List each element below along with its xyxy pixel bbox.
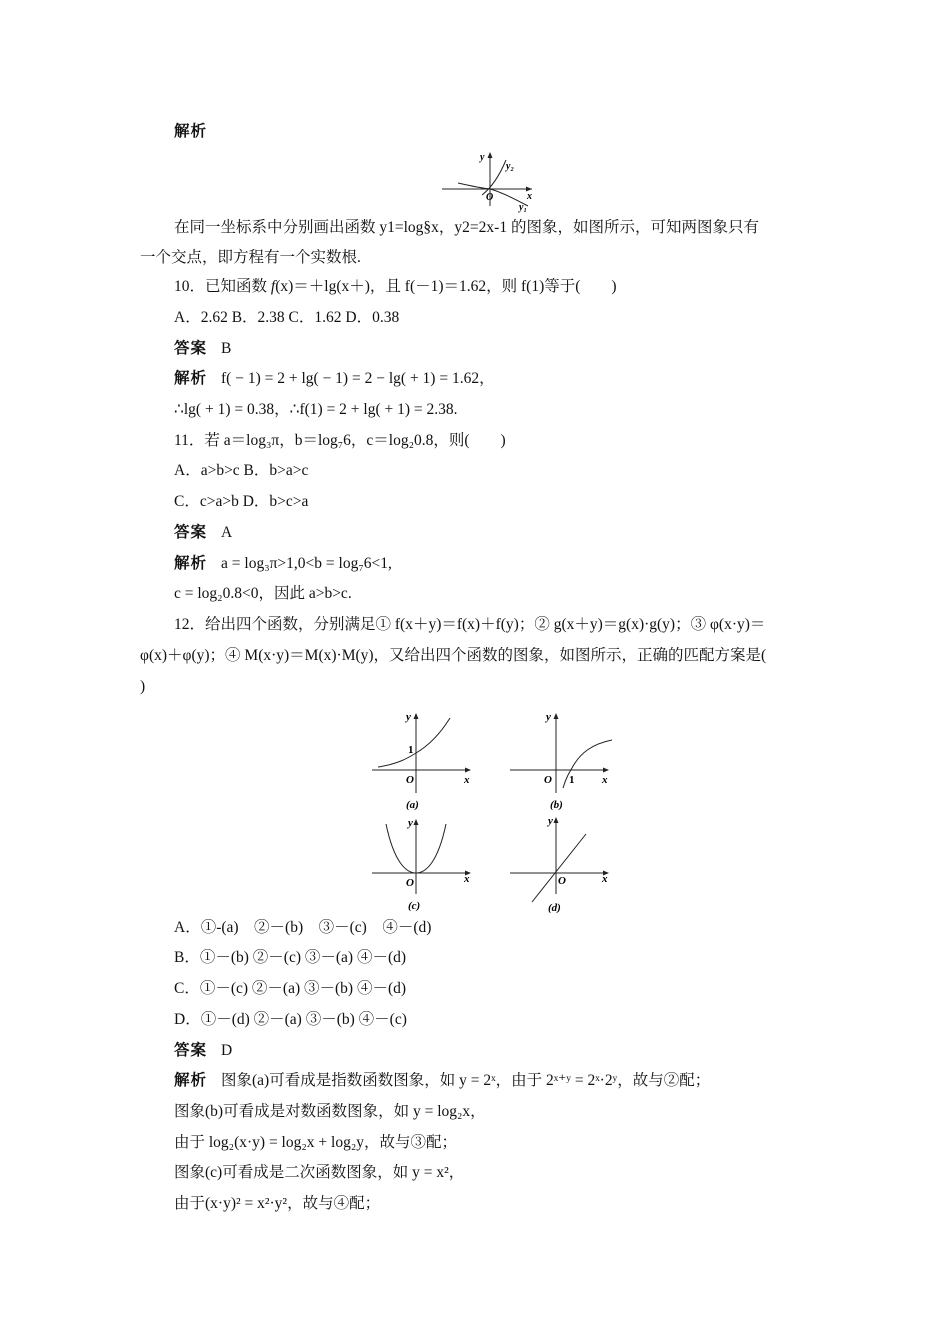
answer-value: D <box>221 1042 233 1059</box>
solution-label: 解析 <box>174 123 208 140</box>
graph-y-label: y <box>408 817 413 829</box>
curve <box>532 834 586 902</box>
x-axis-arrow <box>603 768 609 773</box>
answer-label: 答案 <box>174 340 208 357</box>
solution-text: 图象(a)可看成是指数函数图象，如 y = 2ˣ，由于 2ˣ⁺ʸ = 2ˣ·2ʸ，故与②配； <box>221 1072 711 1089</box>
graph-y-label: y <box>480 152 485 163</box>
graph-y-label: y <box>406 711 411 723</box>
solution-text: ∴lg( + 1) = 0.38，∴f(1) = 2 + lg( + 1) = 2.38. <box>174 401 458 418</box>
graph-a-exponential <box>368 708 478 813</box>
question-12: ) <box>140 678 146 695</box>
graph-x-label: x <box>527 191 532 202</box>
graph-x-label: x <box>464 873 470 885</box>
solution-line <box>174 369 495 389</box>
question-number: 10．已知函数 <box>174 278 271 295</box>
graph-one-label: 1 <box>569 774 575 786</box>
x-axis-arrow <box>465 768 471 773</box>
solution-label: 解析 <box>174 555 208 572</box>
question-10-options: A．2.62 B．2.38 C．1.62 D．0.38 <box>174 309 400 326</box>
question-11-options: C．c>a>b D．b>c>a <box>174 493 309 510</box>
solution-label: 解析 <box>174 1072 208 1089</box>
graph-caption: (a) <box>406 799 419 811</box>
solution-text: 由于 log₂(x·y) = log₂x + log₂y，故与③配； <box>174 1134 457 1151</box>
answer-label: 答案 <box>174 524 208 541</box>
solution-line <box>174 1071 710 1091</box>
y-axis-arrow <box>554 817 559 823</box>
solution-text: 在同一坐标系中分别画出函数 y1=log§x，y2=2x-1 的图象，如图所示，可知两图象只有 <box>174 219 759 236</box>
graph-y-label: y <box>546 711 551 723</box>
solution-line <box>174 554 392 574</box>
graph-caption: (c) <box>408 900 421 912</box>
solution-label: 解析 <box>174 370 208 387</box>
graph-b-logarithmic <box>506 708 616 813</box>
solution-text: 一个交点，即方程有一个实数根. <box>140 249 361 266</box>
question-11-options: A．a>b>c B．b>a>c <box>174 462 309 479</box>
question-function-name: f <box>270 278 276 295</box>
graph-origin-label: O <box>558 875 566 887</box>
question-12: φ(x)＋φ(y)；④ M(x·y)＝M(x)·M(y)，又给出四个函数的图象，如图所示，正确的匹配方案是( <box>140 647 767 664</box>
solution-text: c = log₂0.8<0，因此 a>b>c. <box>174 585 352 602</box>
question-12-option-a: A．①-(a) ②－(b) ③－(c) ④－(d) <box>174 919 432 936</box>
graph-x-label: x <box>464 774 470 786</box>
solution-text: 由于(x·y)² = x²·y²，故与④配； <box>174 1195 381 1212</box>
y-axis-arrow <box>554 713 559 719</box>
solution-text: a = log₃π>1,0<b = log₇6<1, <box>221 555 392 572</box>
graph-c-quadratic <box>368 812 478 912</box>
graph-origin-label: O <box>544 774 552 786</box>
answer-line <box>174 1041 232 1061</box>
graph-origin-label: O <box>486 192 494 203</box>
graph-origin-label: O <box>406 877 414 889</box>
graph-caption: (b) <box>550 799 563 811</box>
graph-x-label: x <box>602 774 608 786</box>
graph-one-label: 1 <box>408 744 414 756</box>
graph-x-label: x <box>602 873 608 885</box>
answer-label: 答案 <box>174 1042 208 1059</box>
answer-value: A <box>221 524 233 541</box>
answer-line <box>174 339 231 359</box>
solution-text: 图象(b)可看成是对数函数图象，如 y = log₂x， <box>174 1103 486 1120</box>
question-11: 11．若 a＝log₃π，b＝log₇6，c＝log₂0.8，则( ) <box>174 432 506 449</box>
question-12-option-c: C．①－(c) ②－(a) ③－(b) ④－(d) <box>174 980 407 997</box>
graph-caption: (d) <box>548 902 561 914</box>
graph-y2-label: y₂ <box>506 161 514 172</box>
y-axis-arrow <box>414 713 419 719</box>
y-axis-arrow <box>414 819 419 825</box>
graph-y1-label: y₁ <box>519 202 527 213</box>
question-12: 12．给出四个函数，分别满足① f(x＋y)＝f(x)＋f(y)；② g(x＋y)＝g(x)·g(y)；③ φ(x·y)＝ <box>174 616 766 633</box>
graph-y-label: y <box>548 815 553 827</box>
graph-log-vs-linear <box>440 148 540 213</box>
question-text: (x)＝＋lg(x＋)，且 f(－1)＝1.62，则 f(1)等于( ) <box>275 278 617 295</box>
answer-line <box>174 523 232 543</box>
solution-text: 图象(c)可看成是二次函数图象，如 y = x²， <box>174 1164 465 1181</box>
question-10 <box>174 277 617 297</box>
answer-value: B <box>221 340 232 357</box>
y-axis-arrow <box>488 152 493 158</box>
question-12-option-b: B．①－(b) ②－(c) ③－(a) ④－(d) <box>174 949 407 966</box>
question-12-option-d: D．①－(d) ②－(a) ③－(b) ④－(c) <box>174 1011 407 1028</box>
graph-d-linear <box>506 812 616 912</box>
solution-text: f( − 1) = 2 + lg( − 1) = 2 − lg( + 1) = 1.62， <box>221 370 495 387</box>
graph-origin-label: O <box>406 774 414 786</box>
curve <box>378 718 450 767</box>
